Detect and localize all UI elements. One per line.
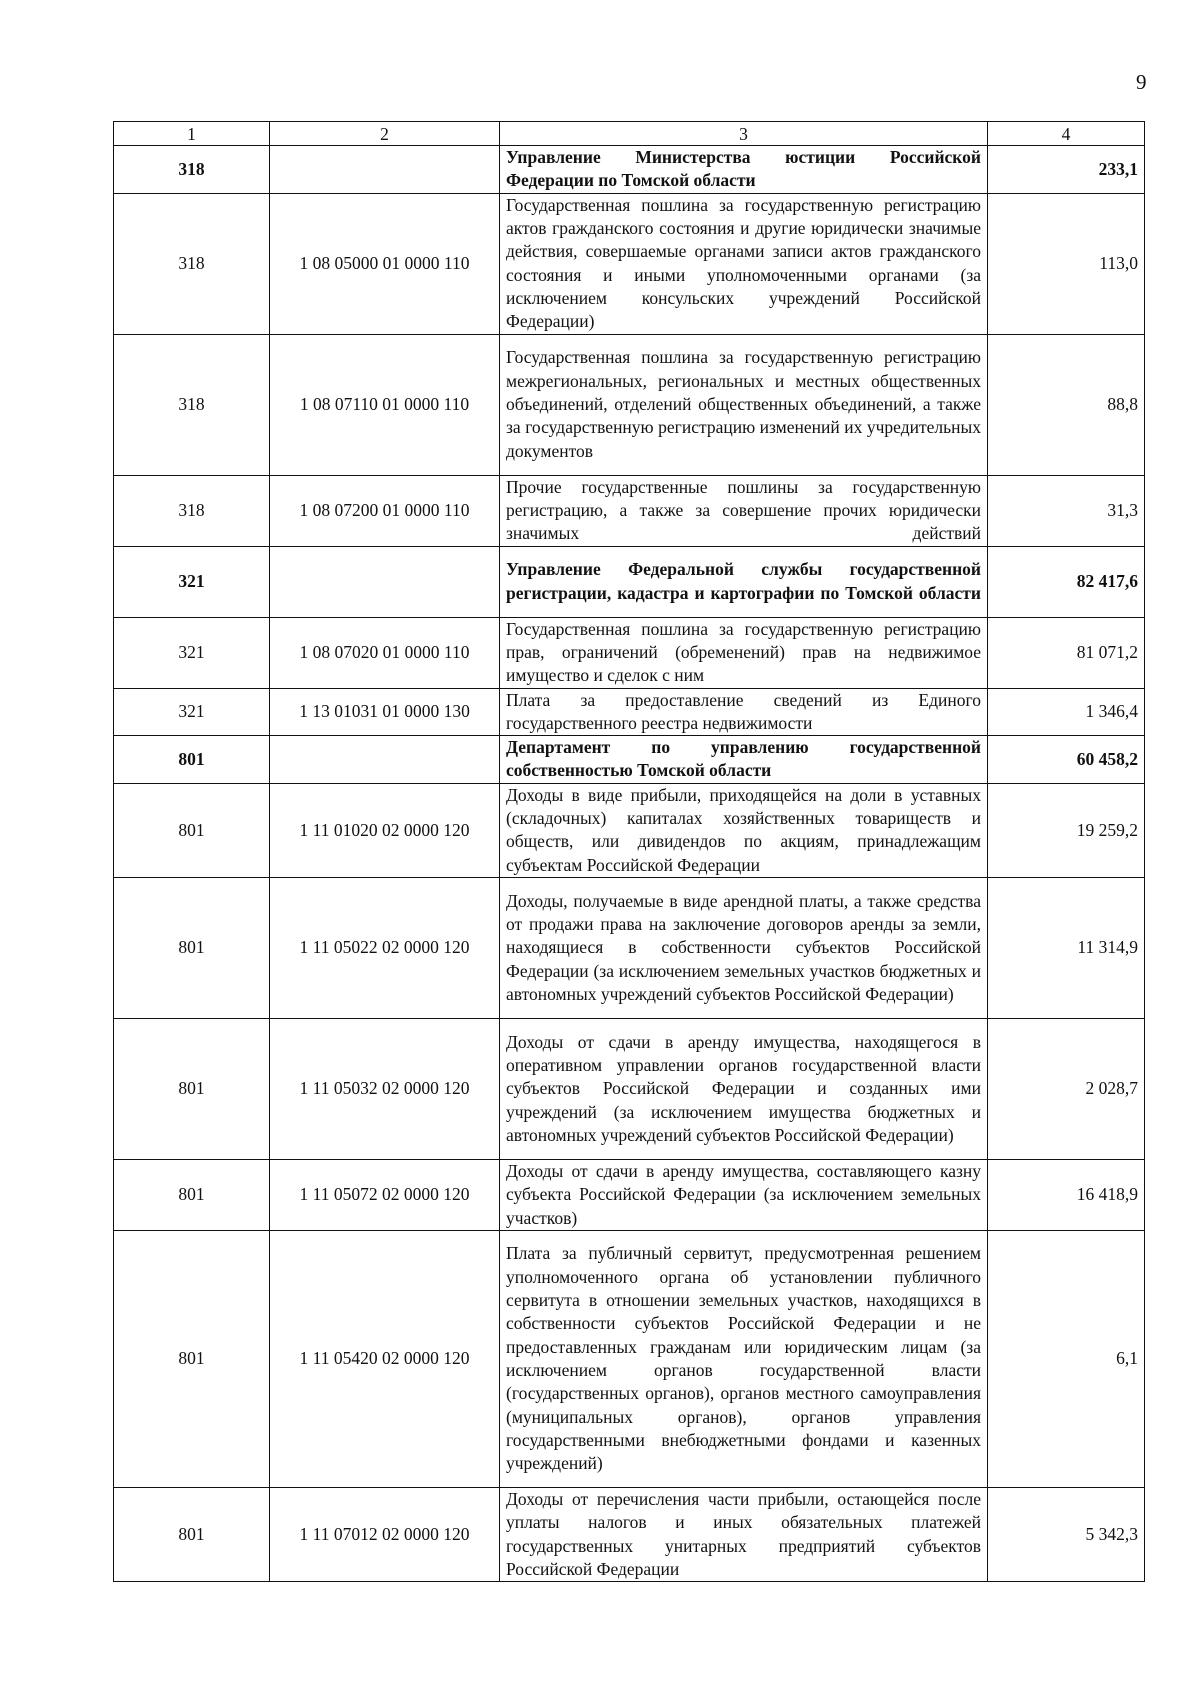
table-row [114,617,1145,688]
code-cell: 318 [114,146,270,194]
kbk-cell: 1 11 01020 02 0000 120 [270,783,500,877]
description-cell: Доходы в виде прибыли, приходящейся на доли в уставных (складочных) капиталах хозяйственных товариществ и обществ, или дивидендов по акциям, принадлежащим субъектам Российской Федерации [500,783,988,877]
description-cell: Прочие государственные пошлины за государственную регистрацию, а также за совершение прочих юридически значимых действий [500,475,988,546]
amount-cell: 81 071,2 [988,617,1145,688]
description-cell: Доходы, получаемые в виде арендной платы, а также средства от продажи права на заключение договоров аренды за земли, находящиеся в собственности субъектов Российской Федерации (за исключением земельных участков бюджетных и автономных учреждений субъектов Российской Федерации) [500,877,988,1018]
description-cell: Плата за публичный сервитут, предусмотренная решением уполномоченного органа об установлении публичного сервитута в отношении земельных участков, находящихся в собственности субъектов Российской Федерации и не предоставленных гражданам или юридическим лицам (за исключением органов государственной власти (государственных органов), органов местного самоуправления (муниципальных органов), органов управления государственными внебюджетными фондами и казенных учреждений) [500,1230,988,1487]
amount-cell: 16 418,9 [988,1159,1145,1230]
amount-cell: 82 417,6 [988,546,1145,617]
description-cell: Департамент по управлению государственной собственностью Томской области [500,736,988,784]
kbk-cell: 1 08 07020 01 0000 110 [270,617,500,688]
code-cell: 321 [114,617,270,688]
kbk-cell [270,546,500,617]
kbk-cell: 1 11 05022 02 0000 120 [270,877,500,1018]
amount-cell: 113,0 [988,193,1145,334]
kbk-cell: 1 08 07200 01 0000 110 [270,475,500,546]
code-cell: 801 [114,877,270,1018]
table-row [114,1230,1145,1487]
kbk-cell: 1 08 05000 01 0000 110 [270,193,500,334]
kbk-cell: 1 11 07012 02 0000 120 [270,1487,500,1581]
amount-cell: 11 314,9 [988,877,1145,1018]
description-cell: Государственная пошлина за государственную регистрацию актов гражданского состояния и другие юридически значимые действия, совершаемые органами записи актов гражданского состояния и иными уполномоченными органами (за исключением консульских учреждений Российской Федерации) [500,193,988,334]
column-header-4: 4 [988,122,1145,146]
table-section-row [114,546,1145,617]
code-cell: 318 [114,475,270,546]
table-row [114,1018,1145,1159]
column-header-1: 1 [114,122,270,146]
kbk-cell [270,736,500,784]
amount-cell: 60 458,2 [988,736,1145,784]
table-header-row [114,122,1145,146]
kbk-cell: 1 11 05072 02 0000 120 [270,1159,500,1230]
kbk-cell: 1 13 01031 01 0000 130 [270,688,500,736]
code-cell: 801 [114,1487,270,1581]
kbk-cell: 1 08 07110 01 0000 110 [270,334,500,475]
amount-cell: 6,1 [988,1230,1145,1487]
code-cell: 801 [114,736,270,784]
code-cell: 318 [114,334,270,475]
amount-cell: 19 259,2 [988,783,1145,877]
amount-cell: 2 028,7 [988,1018,1145,1159]
description-cell: Доходы от сдачи в аренду имущества, находящегося в оперативном управлении органов государственной власти субъектов Российской Федерации и созданных ими учреждений (за исключением имущества бюджетных и автономных учреждений субъектов Российской Федерации) [500,1018,988,1159]
column-header-2: 2 [270,122,500,146]
code-cell: 801 [114,1018,270,1159]
table-section-row [114,146,1145,194]
amount-cell: 31,3 [988,475,1145,546]
code-cell: 801 [114,1159,270,1230]
table-row [114,783,1145,877]
amount-cell: 1 346,4 [988,688,1145,736]
amount-cell: 88,8 [988,334,1145,475]
description-cell: Государственная пошлина за государственную регистрацию прав, ограничений (обременений) прав на недвижимое имущество и сделок с ним [500,617,988,688]
code-cell: 801 [114,1230,270,1487]
description-cell: Доходы от сдачи в аренду имущества, составляющего казну субъекта Российской Федерации (за исключением земельных участков) [500,1159,988,1230]
page-number: 9 [1136,70,1147,94]
amount-cell: 233,1 [988,146,1145,194]
kbk-cell [270,146,500,194]
column-header-3: 3 [500,122,988,146]
table-row [114,877,1145,1018]
description-cell: Управление Министерства юстиции Российской Федерации по Томской области [500,146,988,194]
code-cell: 318 [114,193,270,334]
table-row [114,334,1145,475]
description-cell: Управление Федеральной службы государственной регистрации, кадастра и картографии по Томской области [500,546,988,617]
code-cell: 801 [114,783,270,877]
table-row [114,688,1145,736]
table-row [114,193,1145,334]
code-cell: 321 [114,546,270,617]
description-cell: Доходы от перечисления части прибыли, остающейся после уплаты налогов и иных обязательных платежей государственных унитарных предприятий субъектов Российской Федерации [500,1487,988,1581]
table-row [114,475,1145,546]
code-cell: 321 [114,688,270,736]
kbk-cell: 1 11 05032 02 0000 120 [270,1018,500,1159]
description-cell: Плата за предоставление сведений из Единого государственного реестра недвижимости [500,688,988,736]
description-cell: Государственная пошлина за государственную регистрацию межрегиональных, региональных и местных общественных объединений, отделений общественных объединений, а также за государственную регистрацию изменений их учредительных документов [500,334,988,475]
table-row [114,1159,1145,1230]
kbk-cell: 1 11 05420 02 0000 120 [270,1230,500,1487]
amount-cell: 5 342,3 [988,1487,1145,1581]
table-section-row [114,736,1145,784]
table-row [114,1487,1145,1581]
revenue-table [113,121,1145,1582]
